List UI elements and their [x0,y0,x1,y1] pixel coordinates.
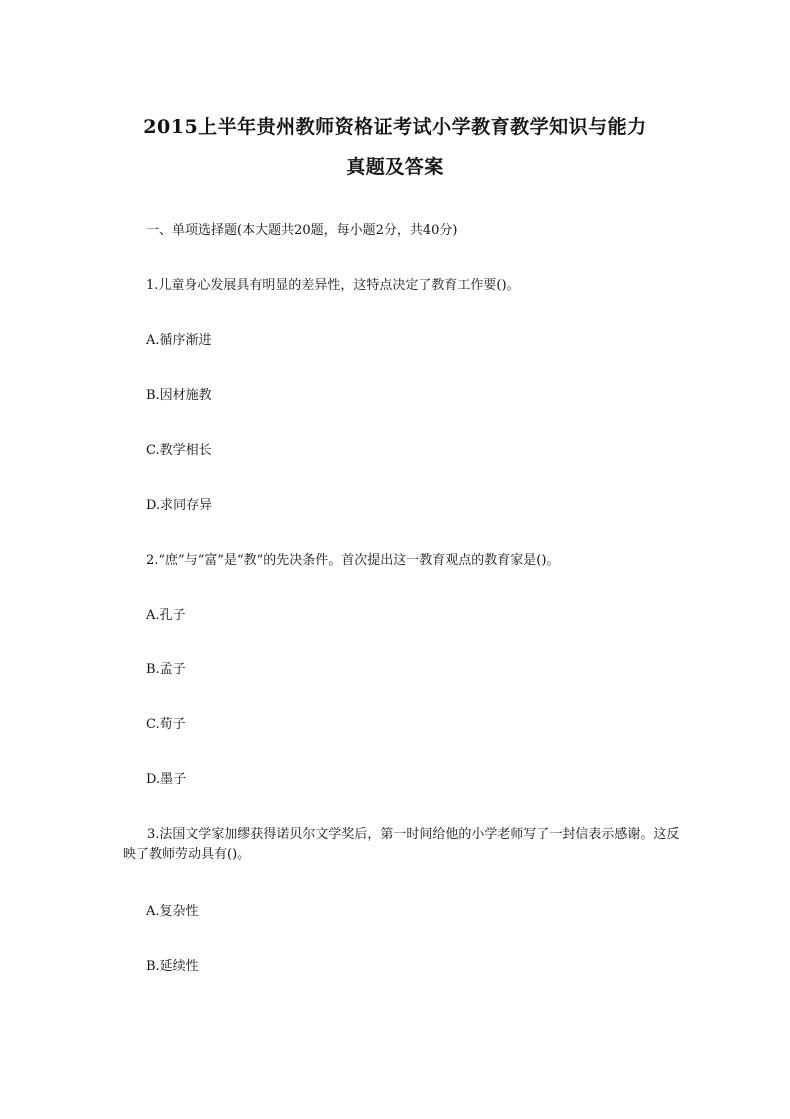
question-1-option-b: B.因材施教 [146,388,212,403]
question-3-stem: 3.法国文学家加缪获得诺贝尔文学奖后，第一时间给他的小学老师写了一封信表示感谢。这反映了教师劳动具有()。 [123,827,680,862]
question-2-stem: 2.“庶”与“富”是“教”的先决条件。首次提出这一教育观点的教育家是()。 [146,553,560,568]
document-title-line-1: 2015上半年贵州教师资格证考试小学教育教学知识与能力 [143,116,647,138]
question-1-option-d: D.求同存异 [146,498,213,513]
question-3-option-b: B.延续性 [146,959,199,974]
question-3-option-a: A.复杂性 [146,904,199,919]
question-2-option-d: D.墨子 [146,772,187,787]
question-1-option-a: A.循序渐进 [146,333,212,348]
section-header: 一、单项选择题(本大题共20题，每小题2分，共40分) [146,223,458,238]
question-1-stem: 1.儿童身心发展具有明显的差异性，这特点决定了教育工作要()。 [146,278,520,293]
document-title-line-2: 真题及答案 [346,156,444,178]
question-2-option-b: B.孟子 [146,662,186,677]
question-2-option-a: A.孔子 [146,608,186,623]
question-2-option-c: C.荀子 [146,717,186,732]
question-1-option-c: C.教学相长 [146,443,212,458]
